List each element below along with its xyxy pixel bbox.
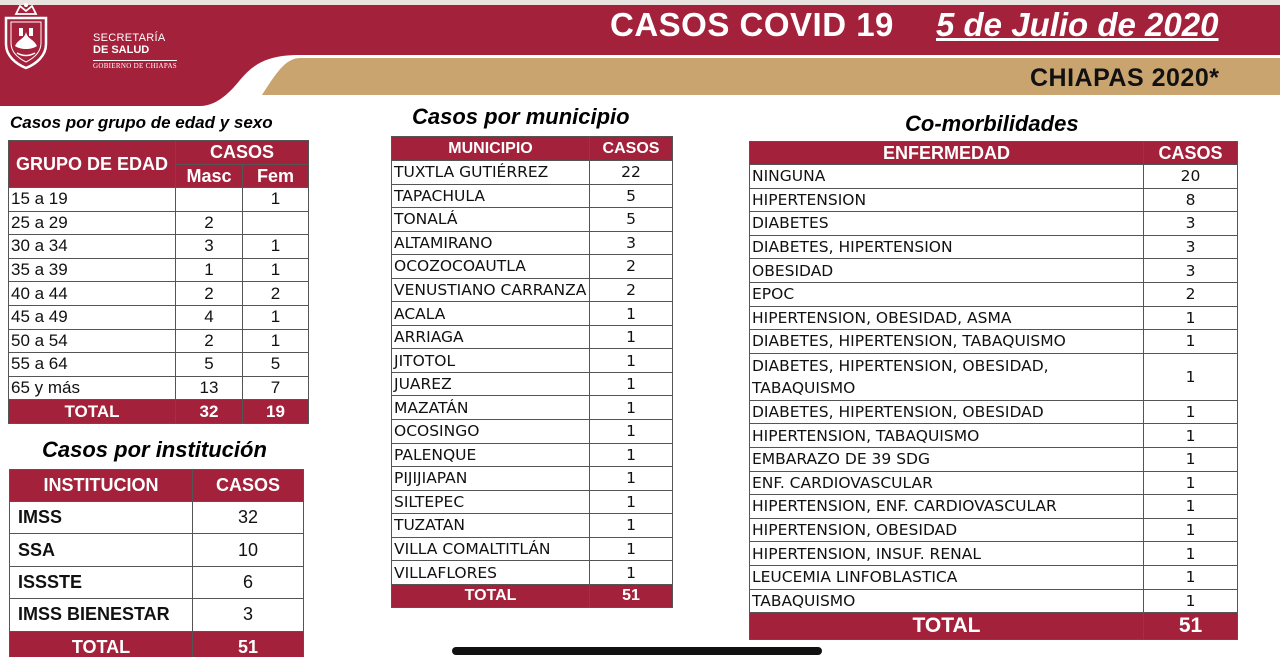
cases-cell: 8 xyxy=(1144,188,1238,212)
cases-cell: 22 xyxy=(590,161,673,185)
masc-count-cell: 2 xyxy=(176,282,243,306)
age-cases-header: CASOS xyxy=(176,141,309,165)
age-group-cell: 35 a 39 xyxy=(9,258,176,282)
table-row xyxy=(750,424,1238,448)
disease-name-cell: NINGUNA xyxy=(750,165,1144,189)
cases-cell: 1 xyxy=(590,396,673,420)
health-ministry-label xyxy=(93,33,177,70)
table-row xyxy=(9,353,309,377)
age-group-cell: 15 a 19 xyxy=(9,188,176,212)
fem-count-cell: 7 xyxy=(243,376,309,400)
fem-count-cell xyxy=(243,211,309,235)
disease-name-cell: EMBARAZO DE 39 SDG xyxy=(750,447,1144,471)
institution-name-cell: IMSS xyxy=(10,502,193,534)
table-row xyxy=(750,259,1238,283)
institution-name-cell: IMSS BIENESTAR xyxy=(10,599,193,631)
cases-cell: 1 xyxy=(1144,400,1238,424)
municipality-name-cell: VENUSTIANO CARRANZA xyxy=(392,278,590,302)
table-row xyxy=(9,258,309,282)
institution-total-label: TOTAL xyxy=(10,631,193,657)
table-row xyxy=(392,255,673,279)
header-banner xyxy=(0,0,1280,106)
cases-cell: 1 xyxy=(1144,330,1238,354)
municipality-name-cell: MAZATÁN xyxy=(392,396,590,420)
comorbidity-total-value: 51 xyxy=(1144,613,1238,640)
table-row xyxy=(392,514,673,538)
org-line-2: DE SALUD xyxy=(93,44,150,56)
age-group-cell: 65 y más xyxy=(9,376,176,400)
cases-cell: 1 xyxy=(1144,471,1238,495)
age-sex-table xyxy=(8,140,309,424)
institution-table-title: Casos por institución xyxy=(42,437,267,462)
fem-count-cell: 1 xyxy=(243,305,309,329)
municipality-name-cell: TUZATAN xyxy=(392,514,590,538)
cases-cell: 1 xyxy=(590,443,673,467)
table-row xyxy=(9,188,309,212)
cases-cell: 1 xyxy=(1144,589,1238,613)
table-row xyxy=(9,376,309,400)
disease-name-cell: DIABETES, HIPERTENSION, TABAQUISMO xyxy=(750,330,1144,354)
institution-cases-header: CASOS xyxy=(193,470,304,502)
disease-name-cell: DIABETES, HIPERTENSION xyxy=(750,235,1144,259)
cases-cell: 1 xyxy=(590,325,673,349)
cases-cell: 1 xyxy=(1144,495,1238,519)
cases-cell: 1 xyxy=(1144,518,1238,542)
disease-name-cell: HIPERTENSION, OBESIDAD xyxy=(750,518,1144,542)
table-row xyxy=(750,212,1238,236)
table-row xyxy=(392,161,673,185)
disease-name-cell: HIPERTENSION, ENF. CARDIOVASCULAR xyxy=(750,495,1144,519)
cases-cell: 1 xyxy=(590,561,673,585)
age-group-cell: 55 a 64 xyxy=(9,353,176,377)
table-row xyxy=(750,518,1238,542)
table-row xyxy=(750,188,1238,212)
disease-name-cell: DIABETES, HIPERTENSION, OBESIDAD, TABAQUISMO xyxy=(750,353,1144,400)
municipality-name-cell: JITOTOL xyxy=(392,349,590,373)
masc-header: Masc xyxy=(176,165,243,188)
cases-cell: 1 xyxy=(590,420,673,444)
cases-cell: 1 xyxy=(590,490,673,514)
municipality-name-cell: TUXTLA GUTIÉRREZ xyxy=(392,161,590,185)
table-row xyxy=(9,235,309,259)
institution-header: INSTITUCION xyxy=(10,470,193,502)
table-row xyxy=(750,330,1238,354)
masc-count-cell: 5 xyxy=(176,353,243,377)
table-row xyxy=(10,599,304,631)
disease-name-cell: DIABETES xyxy=(750,212,1144,236)
cases-cell: 1 xyxy=(1144,306,1238,330)
cases-cell: 20 xyxy=(1144,165,1238,189)
institution-total-row xyxy=(10,631,304,657)
municipality-total-row xyxy=(392,584,673,608)
table-row xyxy=(750,165,1238,189)
cases-cell: 2 xyxy=(590,278,673,302)
home-indicator-bar[interactable] xyxy=(452,647,822,655)
table-row xyxy=(392,184,673,208)
table-row xyxy=(392,537,673,561)
disease-name-cell: ENF. CARDIOVASCULAR xyxy=(750,471,1144,495)
table-row xyxy=(9,282,309,306)
masc-count-cell xyxy=(176,188,243,212)
municipality-name-cell: SILTEPEC xyxy=(392,490,590,514)
cases-cell: 1 xyxy=(1144,565,1238,589)
table-row xyxy=(750,235,1238,259)
masc-count-cell: 1 xyxy=(176,258,243,282)
table-row xyxy=(750,542,1238,566)
disease-name-cell: TABAQUISMO xyxy=(750,589,1144,613)
masc-count-cell: 4 xyxy=(176,305,243,329)
table-row xyxy=(750,282,1238,306)
fem-count-cell: 1 xyxy=(243,235,309,259)
fem-count-cell: 1 xyxy=(243,258,309,282)
cases-cell: 2 xyxy=(590,255,673,279)
cases-cell: 6 xyxy=(193,566,304,598)
cases-cell: 5 xyxy=(590,184,673,208)
disease-header: ENFERMEDAD xyxy=(750,142,1144,165)
org-line-1: SECRETARÍA xyxy=(93,32,166,44)
table-row xyxy=(392,231,673,255)
disease-name-cell: HIPERTENSION xyxy=(750,188,1144,212)
table-row xyxy=(750,353,1238,400)
cases-cell: 1 xyxy=(1144,542,1238,566)
municipality-name-cell: PALENQUE xyxy=(392,443,590,467)
age-group-cell: 40 a 44 xyxy=(9,282,176,306)
table-row xyxy=(9,305,309,329)
table-row xyxy=(750,447,1238,471)
cases-cell: 1 xyxy=(590,302,673,326)
age-total-row xyxy=(9,400,309,424)
report-date: 5 de Julio de 2020 xyxy=(936,6,1219,43)
fem-count-cell: 1 xyxy=(243,188,309,212)
municipality-header: MUNICIPIO xyxy=(392,137,590,161)
cases-cell: 1 xyxy=(1144,424,1238,448)
cases-cell: 3 xyxy=(590,231,673,255)
institution-table xyxy=(9,469,304,657)
municipality-name-cell: OCOZOCOAUTLA xyxy=(392,255,590,279)
comorbidity-total-label: TOTAL xyxy=(750,613,1144,640)
age-total-label: TOTAL xyxy=(9,400,176,424)
disease-name-cell: HIPERTENSION, TABAQUISMO xyxy=(750,424,1144,448)
table-row xyxy=(750,495,1238,519)
municipality-total-label: TOTAL xyxy=(392,584,590,608)
cases-cell: 1 xyxy=(590,349,673,373)
table-row xyxy=(9,329,309,353)
institution-total-value: 51 xyxy=(193,631,304,657)
age-group-cell: 30 a 34 xyxy=(9,235,176,259)
municipality-name-cell: JUAREZ xyxy=(392,372,590,396)
report-title: CASOS COVID 19 xyxy=(610,6,894,43)
age-group-header: GRUPO DE EDAD xyxy=(9,141,176,188)
disease-name-cell: OBESIDAD xyxy=(750,259,1144,283)
comorbidity-cases-header: CASOS xyxy=(1144,142,1238,165)
table-row xyxy=(392,208,673,232)
age-total-masc: 32 xyxy=(176,400,243,424)
cases-cell: 5 xyxy=(590,208,673,232)
cases-cell: 1 xyxy=(1144,447,1238,471)
table-row xyxy=(392,396,673,420)
municipality-name-cell: VILLAFLORES xyxy=(392,561,590,585)
municipality-name-cell: ALTAMIRANO xyxy=(392,231,590,255)
table-row xyxy=(10,566,304,598)
disease-name-cell: HIPERTENSION, INSUF. RENAL xyxy=(750,542,1144,566)
table-row xyxy=(750,589,1238,613)
org-line-3: GOBIERNO DE CHIAPAS xyxy=(93,62,178,70)
masc-count-cell: 2 xyxy=(176,211,243,235)
table-row xyxy=(750,471,1238,495)
table-row xyxy=(392,467,673,491)
municipality-name-cell: ACALA xyxy=(392,302,590,326)
table-row xyxy=(392,372,673,396)
chiapas-coat-of-arms-logo xyxy=(0,0,52,70)
cases-cell: 1 xyxy=(1144,353,1238,400)
cases-cell: 1 xyxy=(590,537,673,561)
disease-name-cell: HIPERTENSION, OBESIDAD, ASMA xyxy=(750,306,1144,330)
masc-count-cell: 13 xyxy=(176,376,243,400)
comorbidity-table xyxy=(749,141,1238,640)
table-row xyxy=(9,211,309,235)
municipality-name-cell: VILLA COMALTITLÁN xyxy=(392,537,590,561)
table-row xyxy=(392,278,673,302)
cases-cell: 3 xyxy=(1144,212,1238,236)
age-table-title: Casos por grupo de edad y sexo xyxy=(10,113,273,132)
cases-cell: 2 xyxy=(1144,282,1238,306)
municipality-name-cell: PIJIJIAPAN xyxy=(392,467,590,491)
fem-count-cell: 2 xyxy=(243,282,309,306)
cases-cell: 3 xyxy=(1144,259,1238,283)
municipality-name-cell: TONALÁ xyxy=(392,208,590,232)
comorbidity-table-title: Co-morbilidades xyxy=(905,111,1079,136)
age-group-cell: 50 a 54 xyxy=(9,329,176,353)
age-group-cell: 25 a 29 xyxy=(9,211,176,235)
cases-cell: 1 xyxy=(590,514,673,538)
municipality-cases-header: CASOS xyxy=(590,137,673,161)
cases-cell: 1 xyxy=(590,372,673,396)
municipality-table-title: Casos por municipio xyxy=(412,104,630,129)
cases-cell: 3 xyxy=(193,599,304,631)
municipality-name-cell: OCOSINGO xyxy=(392,420,590,444)
cases-cell: 3 xyxy=(1144,235,1238,259)
table-row xyxy=(750,565,1238,589)
fem-count-cell: 5 xyxy=(243,353,309,377)
table-row xyxy=(392,302,673,326)
age-total-fem: 19 xyxy=(243,400,309,424)
table-row xyxy=(392,349,673,373)
municipality-table xyxy=(391,136,673,608)
report-region: CHIAPAS 2020* xyxy=(1030,64,1220,92)
disease-name-cell: DIABETES, HIPERTENSION, OBESIDAD xyxy=(750,400,1144,424)
institution-name-cell: ISSSTE xyxy=(10,566,193,598)
table-row xyxy=(392,490,673,514)
municipality-name-cell: ARRIAGA xyxy=(392,325,590,349)
municipality-total-value: 51 xyxy=(590,584,673,608)
age-group-cell: 45 a 49 xyxy=(9,305,176,329)
fem-count-cell: 1 xyxy=(243,329,309,353)
table-row xyxy=(392,561,673,585)
cases-cell: 10 xyxy=(193,534,304,566)
table-row xyxy=(10,534,304,566)
table-row xyxy=(392,443,673,467)
disease-name-cell: LEUCEMIA LINFOBLASTICA xyxy=(750,565,1144,589)
table-row xyxy=(10,502,304,534)
institution-name-cell: SSA xyxy=(10,534,193,566)
municipality-name-cell: TAPACHULA xyxy=(392,184,590,208)
table-row xyxy=(750,306,1238,330)
cases-cell: 32 xyxy=(193,502,304,534)
cases-cell: 1 xyxy=(590,467,673,491)
masc-count-cell: 2 xyxy=(176,329,243,353)
comorbidity-total-row xyxy=(750,613,1238,640)
masc-count-cell: 3 xyxy=(176,235,243,259)
disease-name-cell: EPOC xyxy=(750,282,1144,306)
table-row xyxy=(392,325,673,349)
fem-header: Fem xyxy=(243,165,309,188)
table-row xyxy=(392,420,673,444)
table-row xyxy=(750,400,1238,424)
